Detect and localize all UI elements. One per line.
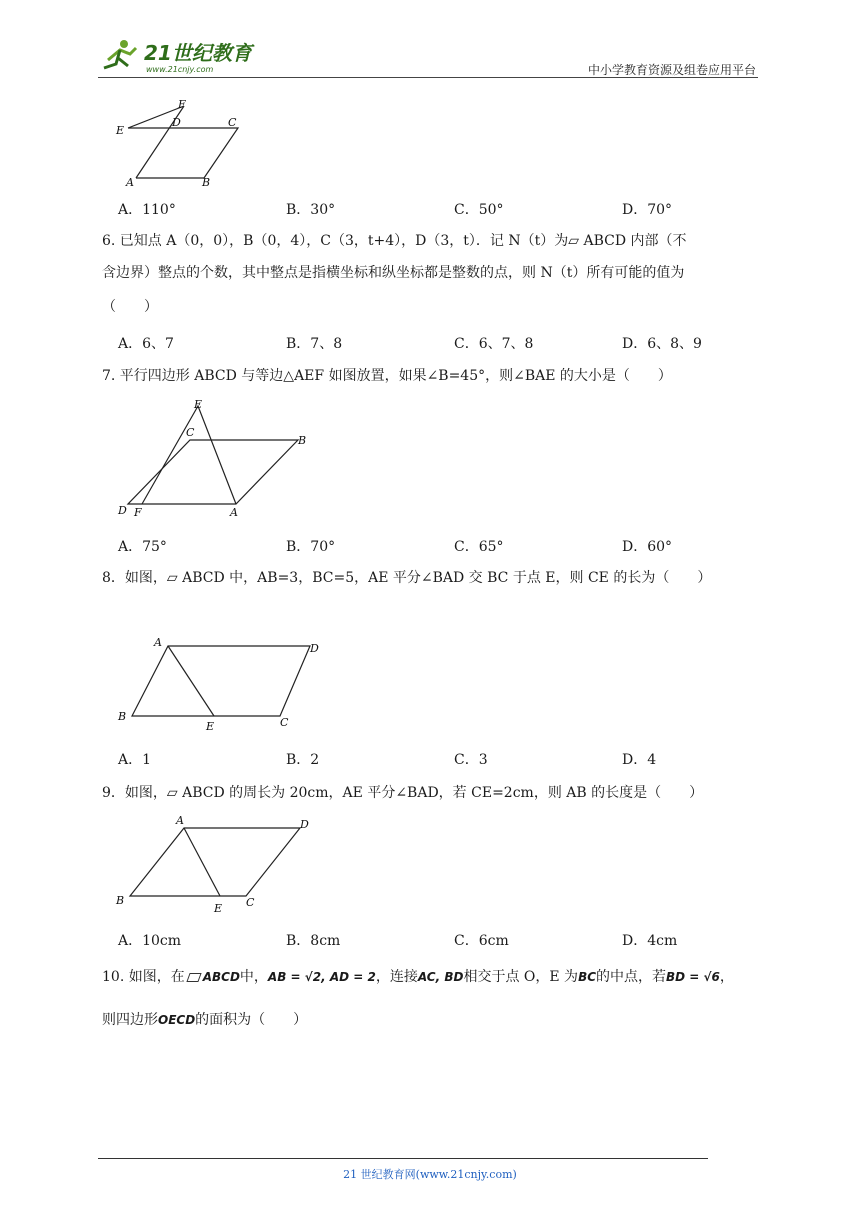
q10-text-7: 则四边形 <box>102 1012 158 1028</box>
q8-option-c[interactable]: C．3 <box>454 752 488 768</box>
q10-text-8: 的面积为（ ） <box>195 1012 308 1028</box>
q10-math-oecd: OECD <box>158 1013 196 1027</box>
q10-math-abcd: ABCD <box>202 970 240 984</box>
q8-label-D: D <box>310 642 319 655</box>
footer-link[interactable]: 21 世纪教育网(www.21cnjy.com) <box>343 1168 517 1181</box>
q6-line-3: （ ） <box>102 299 158 315</box>
q8-option-a[interactable]: A．1 <box>118 752 152 768</box>
q9-label-E: E <box>214 902 223 915</box>
q10-math-bd: BD = √6 <box>666 970 720 984</box>
q10-text-6: ， <box>719 969 734 985</box>
q10-text-4: 相交于点 O，E 为 <box>463 969 579 985</box>
q5-label-F: F <box>178 98 186 111</box>
footer-divider <box>98 1158 708 1159</box>
q6-line-2: 含边界）整点的个数，其中整点是指横坐标和纵坐标都是整数的点，则 N（t）所有可能的值为 <box>102 265 685 281</box>
q7-option-b[interactable]: B．70° <box>286 539 336 555</box>
q10-math-lengths: AB = √2, AD = 2 <box>267 970 376 984</box>
logo-text: 21世纪教育 <box>144 41 252 65</box>
q5-label-C: C <box>228 116 237 129</box>
q7-label-A: A <box>230 506 238 519</box>
site-logo <box>94 34 264 78</box>
q6-line-1: 6. 已知点 A（0，0），B（0，4），C（3，t+4），D（3，t）．记 N（t）为▱ ABCD 内部（不 <box>102 233 687 249</box>
q10-text-2: 中， <box>239 969 268 985</box>
q8-option-b[interactable]: B．2 <box>286 752 320 768</box>
q7-option-c[interactable]: C．65° <box>454 539 504 555</box>
q7-label-B: B <box>298 434 307 447</box>
q5-label-E: E <box>116 124 125 137</box>
q7-question: 7. 平行四边形 ABCD 与等边△AEF 如图放置，如果∠B=45°，则∠BAE 的大小是（ ） <box>102 368 672 384</box>
q7-figure <box>112 394 322 522</box>
runner-icon <box>104 40 136 68</box>
q6-option-c[interactable]: C．6、7、8 <box>454 336 534 352</box>
q10-math-diagonals: AC, BD <box>417 970 464 984</box>
q9-label-D: D <box>300 818 309 831</box>
q5-figure <box>112 98 252 190</box>
q5-option-a[interactable]: A．110° <box>118 202 176 218</box>
q5-option-c[interactable]: C．50° <box>454 202 504 218</box>
q7-option-a[interactable]: A．75° <box>118 539 167 555</box>
q7-option-d[interactable]: D．60° <box>622 539 673 555</box>
q5-option-d[interactable]: D．70° <box>622 202 673 218</box>
q5-label-B: B <box>202 176 211 189</box>
q10-text-3: ，连接 <box>375 969 418 985</box>
q8-option-d[interactable]: D．4 <box>622 752 657 768</box>
parallelogram-icon <box>186 973 201 982</box>
q6-option-a[interactable]: A．6、7 <box>118 336 174 352</box>
q10-text-5: 的中点，若 <box>596 969 667 985</box>
q8-figure <box>112 632 332 736</box>
q6-option-b[interactable]: B．7、8 <box>286 336 343 352</box>
q8-label-A: A <box>154 636 162 649</box>
q9-label-A: A <box>176 814 184 827</box>
q8-label-E: E <box>206 720 215 733</box>
q5-label-D: D <box>172 116 181 129</box>
q9-option-d[interactable]: D．4cm <box>622 933 678 949</box>
q8-label-B: B <box>118 710 127 723</box>
header-platform-text: 中小学教育资源及组卷应用平台 <box>587 63 756 77</box>
q9-label-C: C <box>246 896 255 909</box>
q9-label-B: B <box>116 894 125 907</box>
q10-math-bc: BC <box>578 970 597 984</box>
q5-option-b[interactable]: B．30° <box>286 202 336 218</box>
q6-option-d[interactable]: D．6、8、9 <box>622 336 702 352</box>
q7-label-D: D <box>118 504 127 517</box>
header-divider <box>98 77 758 78</box>
q9-option-c[interactable]: C．6cm <box>454 933 509 949</box>
q7-label-C: C <box>186 426 195 439</box>
q10-line-2 <box>102 1008 762 1032</box>
logo-url: www.21cnjy.com <box>146 65 214 74</box>
q5-label-A: A <box>126 176 134 189</box>
q9-question: 9．如图，▱ ABCD 的周长为 20cm，AE 平分∠BAD，若 CE=2cm，则 AB 的长度是（ ） <box>102 785 704 801</box>
q8-question: 8．如图，▱ ABCD 中，AB=3，BC=5，AE 平分∠BAD 交 BC 于点 E，则 CE 的长为（ ） <box>102 570 712 586</box>
q10-line-1 <box>102 965 772 989</box>
q9-figure <box>112 810 332 916</box>
q9-option-b[interactable]: B．8cm <box>286 933 341 949</box>
q8-label-C: C <box>280 716 289 729</box>
q7-label-F: F <box>134 506 142 519</box>
q7-label-E: E <box>194 398 203 411</box>
q10-text-1: 10. 如图，在 <box>102 969 185 985</box>
q9-option-a[interactable]: A．10cm <box>118 933 182 949</box>
